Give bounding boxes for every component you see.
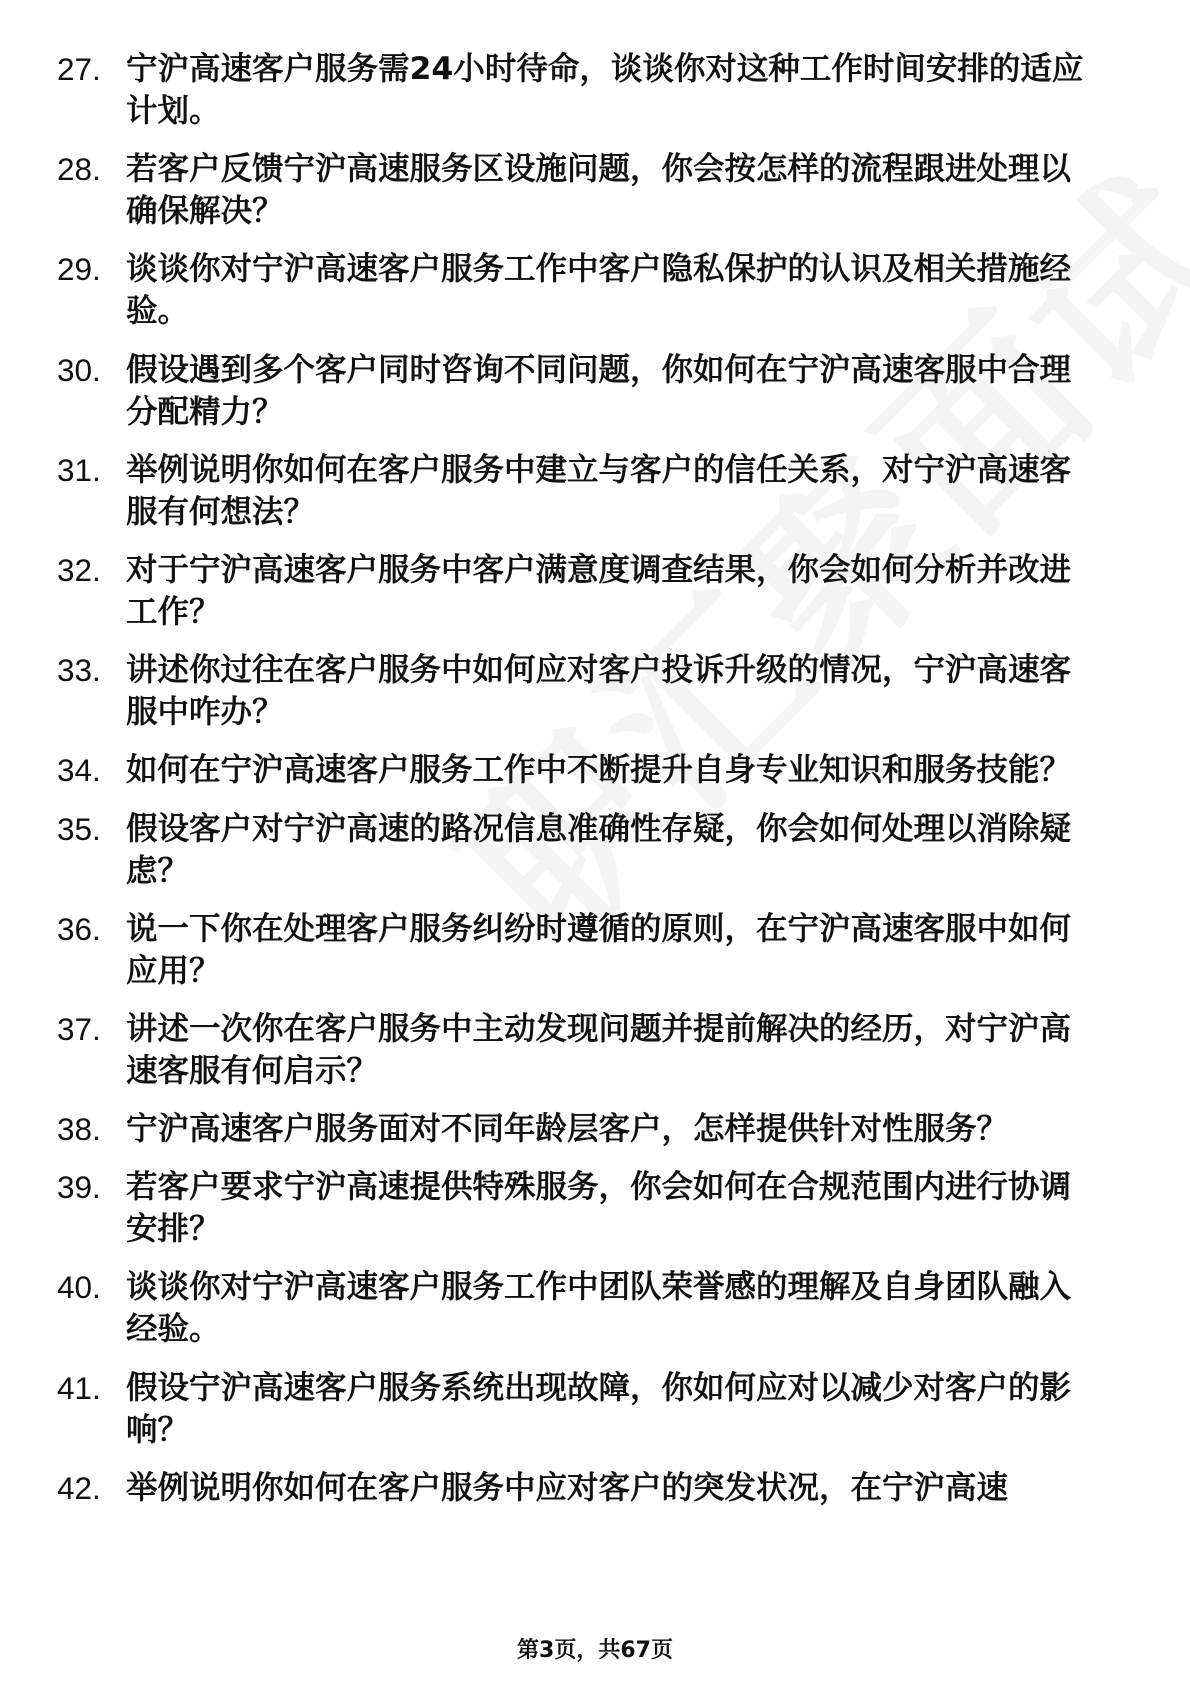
list-item: [0, 1367, 1190, 1451]
list-item: [0, 1108, 1190, 1150]
question-text: 若客户要求宁沪高速提供特殊服务，你会如何在合规范围内进行协调安排？: [126, 1169, 1072, 1248]
question-number: 41.: [57, 1369, 101, 1406]
question-number: 28.: [57, 151, 101, 188]
question-number: 36.: [57, 910, 101, 947]
question-number: 33.: [57, 652, 101, 689]
question-number: 39.: [57, 1169, 101, 1206]
list-item: [0, 48, 1190, 132]
list-item: [0, 1266, 1190, 1350]
question-text: 宁沪高速客户服务面对不同年龄层客户，怎样提供针对性服务？: [126, 1111, 1009, 1148]
question-text: 假设宁沪高速客户服务系统出现故障，你如何应对以减少对客户的影响？: [126, 1369, 1072, 1448]
question-text: 假设遇到多个客户同时咨询不同问题，你如何在宁沪高速客服中合理分配精力？: [126, 351, 1072, 430]
question-text: 若客户反馈宁沪高速服务区设施问题，你会按怎样的流程跟进处理以确保解决？: [126, 151, 1072, 230]
list-item: [0, 1467, 1190, 1509]
list-item: [0, 1166, 1190, 1250]
question-text: 举例说明你如何在客户服务中应对客户的突发状况，在宁沪高速: [126, 1469, 1009, 1506]
question-list: [0, 48, 1190, 1525]
question-number: 31.: [57, 451, 101, 488]
question-text: 如何在宁沪高速客户服务工作中不断提升自身专业知识和服务技能？: [126, 752, 1072, 789]
question-text: 举例说明你如何在客户服务中建立与客户的信任关系，对宁沪高速客服有何想法？: [126, 451, 1072, 530]
question-text: 说一下你在处理客户服务纠纷时遵循的原则，在宁沪高速客服中如何应用？: [126, 910, 1072, 989]
question-text: 谈谈你对宁沪高速客户服务工作中客户隐私保护的认识及相关措施经验。: [126, 251, 1072, 330]
list-item: [0, 549, 1190, 633]
list-item: [0, 649, 1190, 733]
page-footer: 第3页，共67页: [517, 1638, 673, 1663]
question-text: 讲述你过往在客户服务中如何应对客户投诉升级的情况，宁沪高速客服中咋办？: [126, 652, 1072, 731]
question-number: 27.: [57, 51, 101, 87]
question-text: 谈谈你对宁沪高速客户服务工作中团队荣誉感的理解及自身团队融入经验。: [126, 1269, 1072, 1348]
list-item: [0, 908, 1190, 992]
question-number: 30.: [57, 351, 101, 388]
question-number: 35.: [57, 810, 101, 847]
question-number: 32.: [57, 551, 101, 588]
list-item: [0, 248, 1190, 332]
list-item: [0, 1008, 1190, 1092]
list-item: [0, 349, 1190, 433]
question-text: 对于宁沪高速客户服务中客户满意度调查结果，你会如何分析并改进工作？: [126, 551, 1072, 630]
question-number: 38.: [57, 1111, 101, 1148]
question-text: 宁沪高速客户服务需24小时待命，谈谈你对这种工作时间安排的适应计划。: [126, 51, 1084, 129]
list-item: [0, 808, 1190, 892]
list-item: [0, 749, 1190, 791]
question-number: 29.: [57, 251, 101, 288]
question-number: 42.: [57, 1469, 101, 1506]
question-number: 40.: [57, 1269, 101, 1306]
question-text: 讲述一次你在客户服务中主动发现问题并提前解决的经历，对宁沪高速客服有何启示？: [126, 1010, 1072, 1089]
question-number: 34.: [57, 752, 101, 789]
question-text: 假设客户对宁沪高速的路况信息准确性存疑，你会如何处理以消除疑虑？: [126, 810, 1072, 889]
question-number: 37.: [57, 1010, 101, 1047]
list-item: [0, 148, 1190, 232]
list-item: [0, 449, 1190, 533]
